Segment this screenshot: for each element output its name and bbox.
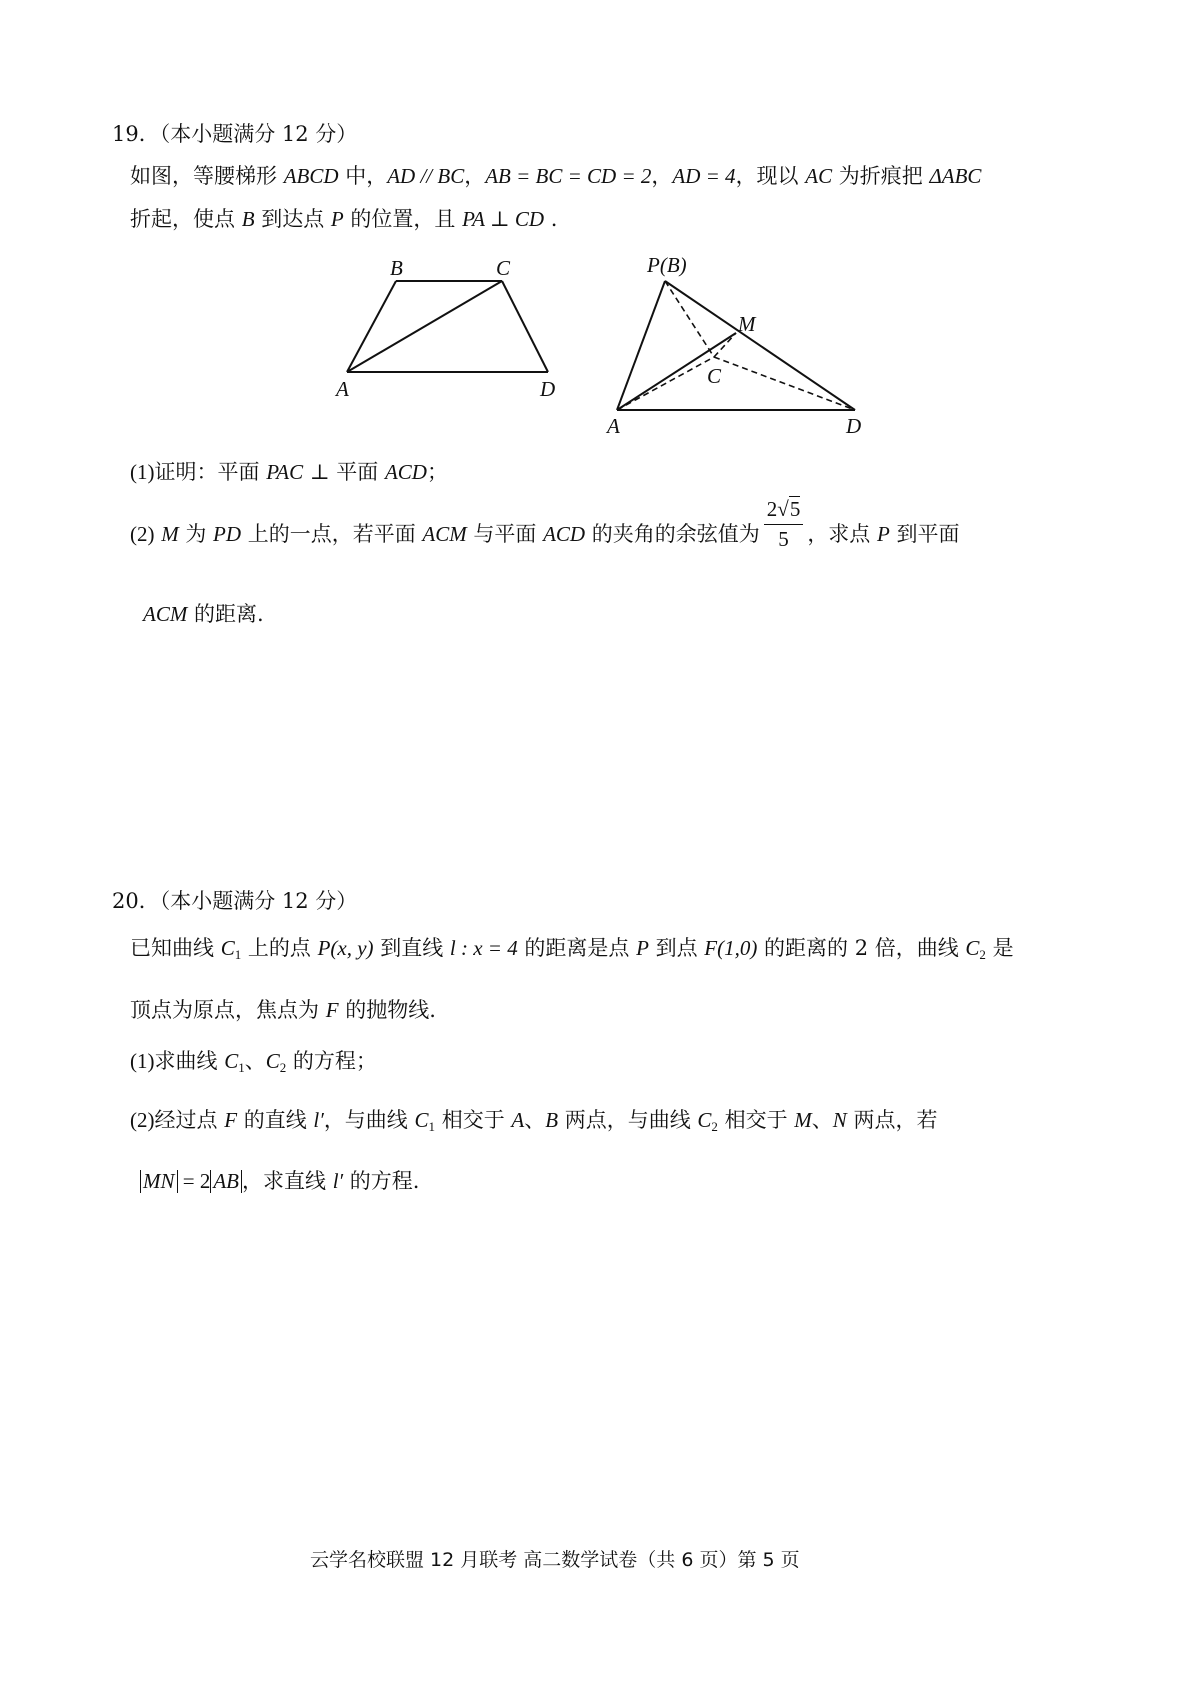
fig2-label-D: D	[846, 414, 862, 438]
subscript: 2	[979, 947, 986, 962]
math-P: P	[330, 207, 344, 231]
text: 到直线	[373, 936, 450, 960]
text: ，求点	[807, 522, 877, 546]
text: 的距离的 2 倍，曲线	[757, 936, 966, 960]
text: 的位置，且	[343, 207, 463, 231]
q19-part2-line2	[143, 598, 264, 628]
edge-PD	[665, 281, 855, 410]
q19-part1	[130, 456, 448, 486]
math-ACD: ACD	[543, 522, 586, 546]
math-C1	[415, 1108, 436, 1132]
math-C2	[266, 1049, 287, 1073]
q20-stem-line1	[130, 932, 1014, 963]
math-P: P	[877, 522, 890, 546]
text: 平面	[336, 460, 385, 484]
part-number: (2)	[130, 1108, 155, 1132]
math-ab-bc-cd: AB = BC = CD = 2	[485, 164, 652, 188]
text: 的方程；	[286, 1049, 377, 1073]
math-A: A	[511, 1108, 525, 1132]
text: ；	[426, 460, 448, 484]
math-M: M	[794, 1108, 812, 1132]
math-l-prime: l′	[332, 1169, 344, 1193]
math-F10: F(1,0)	[704, 936, 758, 960]
text: 顶点为原点，焦点为	[130, 998, 326, 1022]
math-ad-4: AD = 4	[672, 164, 736, 188]
text: 求曲线	[154, 1049, 225, 1073]
q19-part2-line1	[130, 497, 960, 552]
text: 折起，使点	[130, 207, 242, 231]
math-F: F	[325, 998, 339, 1022]
text: 为	[178, 522, 214, 546]
dashed-AC	[617, 357, 714, 410]
text: 两点，若	[846, 1108, 938, 1132]
symbol: C	[965, 936, 980, 960]
math-C2	[697, 1108, 718, 1132]
text: 相交于	[435, 1108, 512, 1132]
math-pa-perp-cd: PA ⊥ CD	[462, 207, 545, 231]
text: 到点	[648, 936, 705, 960]
q20-number: 20．	[112, 889, 160, 913]
text: ，与曲线	[323, 1108, 415, 1132]
perp-symbol: ⊥	[303, 460, 337, 484]
math-abs-MN: MN	[140, 1170, 178, 1193]
separator: 、	[524, 1108, 546, 1132]
math-B: B	[241, 207, 255, 231]
text: 上的点	[241, 936, 318, 960]
symbol: C	[220, 936, 235, 960]
subscript: 2	[711, 1119, 718, 1134]
math-Pxy: P(x, y)	[317, 936, 374, 960]
separator: 、	[244, 1049, 266, 1073]
q20-header	[112, 885, 357, 915]
math-abs-AB: AB	[210, 1170, 242, 1193]
text: 相交于	[717, 1108, 795, 1132]
part-number: (1)	[130, 460, 155, 484]
text: ，	[651, 164, 673, 188]
text: 上的一点，若平面	[241, 522, 423, 546]
math-PD: PD	[213, 522, 242, 546]
separator: 、	[811, 1108, 833, 1132]
radicand: 5	[789, 497, 801, 521]
q20-part2-line1	[130, 1104, 937, 1135]
math-line-l: l : x = 4	[449, 936, 518, 960]
text: 的距离是点	[517, 936, 637, 960]
trapezoid-lines	[347, 281, 548, 372]
q19-number: 19．	[112, 122, 160, 146]
edge-CD	[502, 281, 548, 372]
text: 经过点	[154, 1108, 225, 1132]
subscript: 2	[279, 1060, 287, 1075]
symbol: C	[265, 1049, 280, 1073]
math-N: N	[832, 1108, 847, 1132]
math-ABCD: ABCD	[283, 164, 339, 188]
math-l-prime: l′	[313, 1108, 324, 1132]
text: 的距离.	[187, 602, 264, 626]
math-M: M	[161, 522, 179, 546]
text: 已知曲线	[130, 936, 221, 960]
edge-PA	[617, 281, 665, 410]
diagonal-AC	[347, 281, 502, 372]
text: 的直线	[237, 1108, 314, 1132]
math-AC: AC	[805, 164, 833, 188]
text: 是	[985, 936, 1014, 960]
q20-part1	[130, 1045, 377, 1076]
text: 与平面	[466, 522, 544, 546]
math-C1	[221, 936, 242, 960]
fraction-denominator: 5	[778, 527, 789, 551]
part-number: (1)	[130, 1049, 155, 1073]
math-B: B	[545, 1108, 559, 1132]
text: 证明：平面	[154, 460, 267, 484]
q19-score: （本小题满分 12 分）	[159, 122, 358, 146]
q20-part2-line2	[140, 1165, 419, 1195]
q20-score: （本小题满分 12 分）	[159, 889, 358, 913]
math-ACM: ACM	[422, 522, 467, 546]
symbol: C	[414, 1108, 429, 1132]
fig1-label-A: A	[336, 377, 349, 401]
text: 到平面	[889, 522, 960, 546]
text: ，现以	[735, 164, 806, 188]
math-ACM: ACM	[143, 602, 188, 626]
math-C1	[224, 1049, 245, 1073]
text: 的夹角的余弦值为	[585, 522, 760, 546]
text: 如图，等腰梯形	[130, 164, 284, 188]
math-C2	[965, 936, 986, 960]
math-ad-parallel-bc: AD // BC	[387, 164, 465, 188]
fig2-label-PB: P(B)	[647, 253, 687, 277]
fig1-label-D: D	[540, 377, 556, 401]
text: 两点，与曲线	[558, 1108, 698, 1132]
math-ACD: ACD	[384, 460, 427, 484]
subscript: 1	[428, 1119, 436, 1134]
symbol: C	[224, 1049, 239, 1073]
pyramid-dashed-lines	[617, 281, 855, 410]
text: 的抛物线.	[338, 998, 436, 1022]
coefficient: 2	[766, 497, 778, 521]
text: .	[544, 207, 558, 231]
math-P: P	[636, 936, 649, 960]
text: 为折痕把	[832, 164, 930, 188]
part-number: (2)	[130, 522, 155, 546]
math-triangle-abc: ΔABC	[929, 164, 982, 188]
fig2-label-C: C	[707, 364, 722, 388]
dashed-PC	[665, 281, 714, 357]
text: 到达点	[254, 207, 331, 231]
page-footer: 云学名校联盟 12 月联考 高二数学试卷（共 6 页）第 5 页	[310, 1549, 800, 1571]
text: ，求直线	[242, 1169, 333, 1193]
fig2-label-M: M	[738, 312, 756, 336]
text: 的方程.	[343, 1169, 420, 1193]
fig1-label-B: B	[390, 256, 403, 280]
subscript: 1	[238, 1060, 245, 1075]
fraction-2sqrt5-over-5	[764, 497, 804, 552]
symbol: C	[697, 1108, 712, 1132]
math-PAC: PAC	[266, 460, 304, 484]
fig2-label-A: A	[607, 414, 620, 438]
fraction-numerator: 2√5	[764, 497, 804, 525]
math-eq-2: = 2	[177, 1169, 211, 1193]
subscript: 1	[234, 947, 242, 962]
text: ，	[464, 164, 486, 188]
fig1-label-C: C	[496, 256, 511, 280]
q20-stem-line2	[130, 994, 436, 1024]
dashed-CD	[714, 357, 855, 410]
math-F: F	[224, 1108, 238, 1132]
text: 中，	[338, 164, 388, 188]
